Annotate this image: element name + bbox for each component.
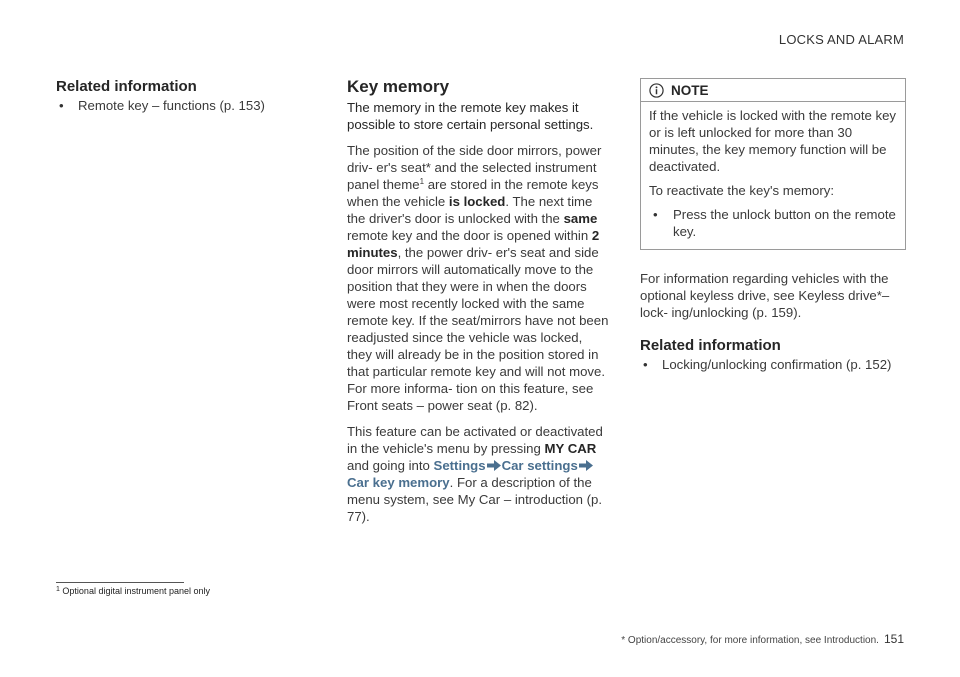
- note-list-item: • Press the unlock button on the remote key.: [649, 206, 897, 240]
- footer-note-text: * Option/accessory, for more information, see Introduction.: [621, 635, 879, 646]
- note-header: [641, 79, 905, 102]
- note-box: [640, 78, 906, 250]
- page-footer: [621, 632, 904, 646]
- info-circle-icon: [649, 83, 664, 98]
- note-paragraph-1: If the vehicle is locked with the remote key or is left unlocked for more than 30 minutes, the key memory function will be deactivated.: [649, 108, 897, 174]
- intro-text: The memory in the remote key makes it possible to store certain personal settings.: [347, 100, 594, 132]
- keyless-drive-paragraph: For information regarding vehicles with the optional keyless drive, see Keyless drive*– lock- ing/unlocking (p. 159).: [640, 271, 890, 320]
- related-info-heading: Related information: [56, 78, 197, 95]
- menu-path-car-settings: Car settings: [501, 458, 578, 473]
- footnote-ref[interactable]: 1: [419, 177, 425, 186]
- arrow-right-icon: [487, 460, 501, 471]
- column-1: [56, 78, 306, 114]
- section-title: Key memory: [347, 77, 450, 96]
- note-label: NOTE: [671, 82, 709, 98]
- related-info-heading: Related information: [640, 337, 781, 354]
- related-info-list: [56, 97, 306, 114]
- menu-path-car-key-memory: Car key memory: [347, 475, 450, 490]
- note-body: [641, 102, 905, 240]
- my-car-button-label: MY CAR: [544, 441, 597, 456]
- footnote: $^1$ Optional digital instrument panel only: [56, 586, 211, 596]
- related-info-list: [640, 356, 906, 373]
- body-paragraph-1: The position of the side door mirrors, power driv- er's seat* and the selected instrument panel theme$^1$ are stored in the remote keys when the vehicle is locked. The next time the driver's door is unlocked with the same remote key and the door is opened within 2 minutes, the power driv- er's seat and side door mirrors will automatically move to the position that they were in when the doors were most recently locked with the same remote key. If the seat/mirrors have not been readjusted since the vehicle was locked, they will already be in the position stored in that particular remote key and will not move. For more informa- tion on this feature, see Front seats – power seat (p. 82).: [347, 143, 609, 413]
- menu-path-settings: Settings: [433, 458, 486, 473]
- page-number: 151: [883, 632, 904, 646]
- column-2: [347, 78, 609, 534]
- page-header-title: LOCKS AND ALARM: [778, 32, 904, 47]
- note-list: [649, 206, 897, 240]
- body-paragraph-2: This feature can be activated or deactivated in the vehicle's menu by pressing MY CAR and going into Settings Car settingsCar key memory. For a description of the menu system, see My Car – introduction (p. 77).: [347, 424, 603, 524]
- column-3: [640, 78, 906, 373]
- arrow-right-icon: [579, 460, 593, 471]
- related-link-locking-confirmation[interactable]: • Locking/unlocking confirmation (p. 152): [640, 356, 906, 373]
- note-paragraph-2: To reactivate the key's memory:: [649, 183, 835, 198]
- footnote-divider: [56, 582, 184, 583]
- related-link-remote-key[interactable]: • Remote key – functions (p. 153): [56, 97, 306, 114]
